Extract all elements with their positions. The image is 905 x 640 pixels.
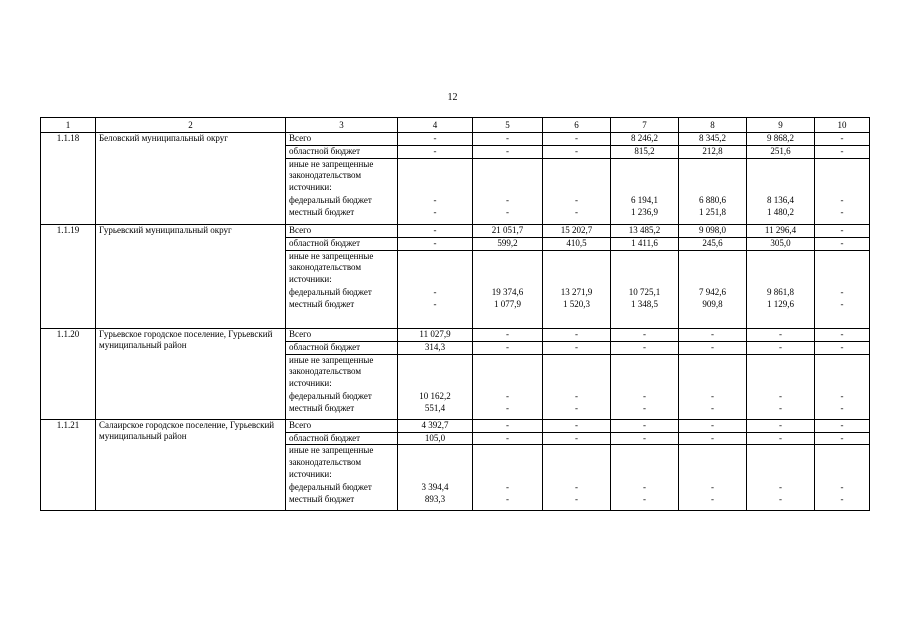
- value-cell: -: [473, 419, 543, 432]
- value-cell: 815,2: [611, 145, 679, 158]
- federal-value: -: [643, 391, 646, 402]
- row-label-regional: областной бюджет: [286, 432, 398, 445]
- table-row: [41, 133, 870, 146]
- row-label-total: Всего: [286, 133, 398, 146]
- value-cell-pair: [747, 482, 815, 511]
- row-label-local: местный бюджет: [289, 493, 355, 504]
- row-label-total: Всего: [286, 224, 398, 237]
- local-value: -: [506, 206, 509, 217]
- value-cell-pair: [473, 287, 543, 328]
- page-number: 12: [447, 92, 458, 103]
- section-name: Гурьевское городское поселение, Гурьевский муниципальный район: [96, 328, 286, 419]
- empty-cell: [473, 354, 543, 391]
- value-cell: 11 296,4: [747, 224, 815, 237]
- value-cell-pair: [679, 195, 747, 224]
- value-cell: -: [543, 432, 611, 445]
- value-cell: -: [815, 145, 870, 158]
- local-value: -: [840, 493, 844, 504]
- federal-value: 19 374,6: [491, 287, 524, 298]
- local-value: 1 348,5: [631, 298, 658, 309]
- column-header: 2: [96, 118, 286, 133]
- value-cell: 1 411,6: [611, 237, 679, 250]
- federal-value: -: [840, 195, 844, 206]
- value-cell: 212,8: [679, 145, 747, 158]
- federal-value: 6 194,1: [631, 195, 658, 206]
- value-cell-pair: [398, 391, 473, 419]
- column-header: 9: [747, 118, 815, 133]
- section-code: 1.1.21: [41, 419, 96, 511]
- value-cell-pair: [398, 195, 473, 224]
- value-cell-pair: [543, 482, 611, 511]
- row-label-federal-local: [286, 287, 398, 328]
- federal-value: -: [840, 391, 844, 402]
- column-header: 5: [473, 118, 543, 133]
- value-cell-pair: [543, 391, 611, 419]
- value-cell-pair: [611, 482, 679, 511]
- federal-value: -: [433, 287, 437, 298]
- value-cell: -: [473, 145, 543, 158]
- row-label-total: Всего: [286, 419, 398, 432]
- value-cell: 4 392,7: [398, 419, 473, 432]
- value-cell-pair: [611, 391, 679, 419]
- value-cell: 8 246,2: [611, 133, 679, 146]
- row-label-federal: федеральный бюджет: [289, 391, 372, 402]
- value-cell: -: [543, 328, 611, 341]
- local-value: -: [711, 493, 714, 504]
- table-row: [41, 224, 870, 237]
- federal-value: 7 942,6: [699, 287, 726, 298]
- value-cell: -: [398, 133, 473, 146]
- empty-cell: [611, 250, 679, 287]
- value-cell: 11 027,9: [398, 328, 473, 341]
- section-code: 1.1.19: [41, 224, 96, 328]
- value-cell-pair: [398, 482, 473, 511]
- row-label-local: местный бюджет: [289, 206, 355, 217]
- value-cell-pair: [815, 287, 870, 328]
- value-cell: -: [473, 328, 543, 341]
- local-value: 1 251,8: [699, 206, 726, 217]
- value-cell-pair: [815, 391, 870, 419]
- empty-cell: [679, 158, 747, 195]
- value-cell: -: [815, 419, 870, 432]
- federal-value: -: [506, 481, 509, 492]
- federal-value: 3 394,4: [421, 481, 449, 492]
- federal-value: -: [575, 391, 578, 402]
- header-row: [41, 118, 870, 133]
- value-cell: -: [747, 419, 815, 432]
- value-cell: -: [747, 328, 815, 341]
- value-cell: -: [747, 432, 815, 445]
- row-label-other-sources: иные не запрещенные законодательством источники:: [286, 354, 398, 391]
- value-cell-pair: [679, 287, 747, 328]
- local-value: -: [840, 402, 844, 413]
- value-cell: -: [611, 419, 679, 432]
- empty-cell: [815, 158, 870, 195]
- value-cell: 410,5: [543, 237, 611, 250]
- empty-cell: [473, 158, 543, 195]
- federal-value: -: [643, 481, 646, 492]
- column-header: 8: [679, 118, 747, 133]
- value-cell: 105,0: [398, 432, 473, 445]
- value-cell: -: [398, 237, 473, 250]
- value-cell-pair: [473, 391, 543, 419]
- value-cell-pair: [473, 195, 543, 224]
- empty-cell: [747, 354, 815, 391]
- empty-cell: [398, 354, 473, 391]
- row-label-regional: областной бюджет: [286, 237, 398, 250]
- local-value: -: [506, 402, 509, 413]
- value-cell: -: [815, 237, 870, 250]
- value-cell-pair: [747, 287, 815, 328]
- empty-cell: [679, 250, 747, 287]
- federal-value: -: [840, 287, 844, 298]
- empty-cell: [543, 354, 611, 391]
- column-header: 1: [41, 118, 96, 133]
- value-cell-pair: [815, 195, 870, 224]
- federal-value: -: [575, 481, 578, 492]
- empty-cell: [398, 250, 473, 287]
- section-name: Салаирское городское поселение, Гурьевский муниципальный район: [96, 419, 286, 511]
- value-cell: -: [543, 419, 611, 432]
- local-value: 1 480,2: [767, 206, 794, 217]
- value-cell: 8 345,2: [679, 133, 747, 146]
- value-cell: -: [815, 432, 870, 445]
- local-value: -: [575, 402, 578, 413]
- local-value: -: [779, 402, 782, 413]
- value-cell: 251,6: [747, 145, 815, 158]
- federal-value: 13 271,9: [560, 287, 593, 298]
- value-cell: -: [747, 341, 815, 354]
- row-label-total: Всего: [286, 328, 398, 341]
- row-label-federal: федеральный бюджет: [289, 481, 372, 492]
- value-cell: -: [543, 133, 611, 146]
- value-cell: -: [679, 432, 747, 445]
- row-label-federal-local: [286, 482, 398, 511]
- empty-cell: [747, 445, 815, 482]
- value-cell-pair: [679, 391, 747, 419]
- value-cell-pair: [543, 195, 611, 224]
- empty-cell: [747, 158, 815, 195]
- empty-cell: [611, 354, 679, 391]
- row-label-other-sources: иные не запрещенные законодательством источники:: [286, 445, 398, 482]
- column-header: 3: [286, 118, 398, 133]
- local-value: -: [779, 493, 782, 504]
- value-cell-pair: [611, 195, 679, 224]
- column-header: 4: [398, 118, 473, 133]
- federal-value: -: [779, 481, 782, 492]
- value-cell-pair: [747, 195, 815, 224]
- row-label-regional: областной бюджет: [286, 341, 398, 354]
- section-name: Беловский муниципальный округ: [96, 133, 286, 225]
- federal-value: 8 136,4: [767, 195, 794, 206]
- empty-cell: [679, 354, 747, 391]
- federal-value: -: [711, 391, 714, 402]
- federal-value: -: [506, 195, 509, 206]
- section-name: Гурьевский муниципальный округ: [96, 224, 286, 328]
- section-code: 1.1.18: [41, 133, 96, 225]
- value-cell: 21 051,7: [473, 224, 543, 237]
- empty-cell: [398, 158, 473, 195]
- row-label-other-sources: иные не запрещенные законодательством источники:: [286, 250, 398, 287]
- value-cell: -: [398, 224, 473, 237]
- federal-value: 6 880,6: [699, 195, 726, 206]
- local-value: -: [433, 298, 437, 309]
- row-label-federal: федеральный бюджет: [289, 195, 372, 206]
- federal-value: 10 725,1: [628, 287, 661, 298]
- row-label-federal-local: [286, 195, 398, 224]
- local-value: -: [840, 298, 844, 309]
- section-code: 1.1.20: [41, 328, 96, 419]
- federal-value: -: [433, 195, 437, 206]
- value-cell: -: [543, 341, 611, 354]
- value-cell: -: [473, 432, 543, 445]
- local-value: -: [506, 493, 509, 504]
- value-cell-pair: [815, 482, 870, 511]
- empty-cell: [611, 158, 679, 195]
- row-label-local: местный бюджет: [289, 298, 355, 309]
- column-header: 10: [815, 118, 870, 133]
- empty-cell: [473, 250, 543, 287]
- value-cell: -: [398, 145, 473, 158]
- row-label-federal-local: [286, 391, 398, 419]
- local-value: 1 129,6: [767, 298, 794, 309]
- empty-cell: [611, 445, 679, 482]
- federal-value: -: [779, 391, 782, 402]
- value-cell: 9 098,0: [679, 224, 747, 237]
- local-value: 893,3: [424, 493, 446, 504]
- value-cell: -: [473, 341, 543, 354]
- empty-cell: [543, 445, 611, 482]
- row-label-local: местный бюджет: [289, 402, 355, 413]
- value-cell: -: [815, 224, 870, 237]
- empty-cell: [815, 354, 870, 391]
- local-value: -: [575, 493, 578, 504]
- value-cell-pair: [679, 482, 747, 511]
- row-label-other-sources: иные не запрещенные законодательством источники:: [286, 158, 398, 195]
- empty-cell: [747, 250, 815, 287]
- local-value: 1 077,9: [494, 298, 521, 309]
- local-value: 551,4: [424, 402, 446, 413]
- funding-table: [40, 117, 870, 511]
- local-value: -: [643, 493, 646, 504]
- value-cell: 305,0: [747, 237, 815, 250]
- empty-cell: [543, 250, 611, 287]
- local-value: 1 236,9: [631, 206, 658, 217]
- value-cell: -: [815, 133, 870, 146]
- value-cell: 9 868,2: [747, 133, 815, 146]
- value-cell: -: [679, 419, 747, 432]
- value-cell-pair: [543, 287, 611, 328]
- value-cell: 245,6: [679, 237, 747, 250]
- federal-value: -: [840, 481, 844, 492]
- value-cell: -: [473, 133, 543, 146]
- column-header: 6: [543, 118, 611, 133]
- federal-value: 10 162,2: [419, 391, 451, 402]
- empty-cell: [543, 158, 611, 195]
- local-value: 909,8: [702, 298, 723, 309]
- value-cell: 599,2: [473, 237, 543, 250]
- row-label-federal: федеральный бюджет: [289, 287, 372, 298]
- value-cell-pair: [398, 287, 473, 328]
- value-cell: -: [679, 328, 747, 341]
- value-cell-pair: [611, 287, 679, 328]
- local-value: -: [643, 402, 646, 413]
- value-cell: -: [679, 341, 747, 354]
- federal-value: -: [711, 481, 714, 492]
- value-cell: 314,3: [398, 341, 473, 354]
- row-label-regional: областной бюджет: [286, 145, 398, 158]
- local-value: -: [575, 206, 578, 217]
- value-cell: -: [815, 328, 870, 341]
- table-row: [41, 328, 870, 341]
- value-cell: -: [543, 145, 611, 158]
- value-cell: -: [815, 341, 870, 354]
- local-value: 1 520,3: [563, 298, 590, 309]
- empty-cell: [679, 445, 747, 482]
- column-header: 7: [611, 118, 679, 133]
- federal-value: 9 861,8: [767, 287, 794, 298]
- value-cell: -: [611, 328, 679, 341]
- federal-value: -: [575, 195, 578, 206]
- table-row: [41, 419, 870, 432]
- empty-cell: [815, 250, 870, 287]
- value-cell: -: [611, 341, 679, 354]
- value-cell: -: [611, 432, 679, 445]
- value-cell-pair: [747, 391, 815, 419]
- local-value: -: [711, 402, 714, 413]
- empty-cell: [398, 445, 473, 482]
- local-value: -: [433, 206, 437, 217]
- value-cell-pair: [473, 482, 543, 511]
- federal-value: -: [506, 391, 509, 402]
- empty-cell: [473, 445, 543, 482]
- empty-cell: [815, 445, 870, 482]
- value-cell: 13 485,2: [611, 224, 679, 237]
- local-value: -: [840, 206, 844, 217]
- value-cell: 15 202,7: [543, 224, 611, 237]
